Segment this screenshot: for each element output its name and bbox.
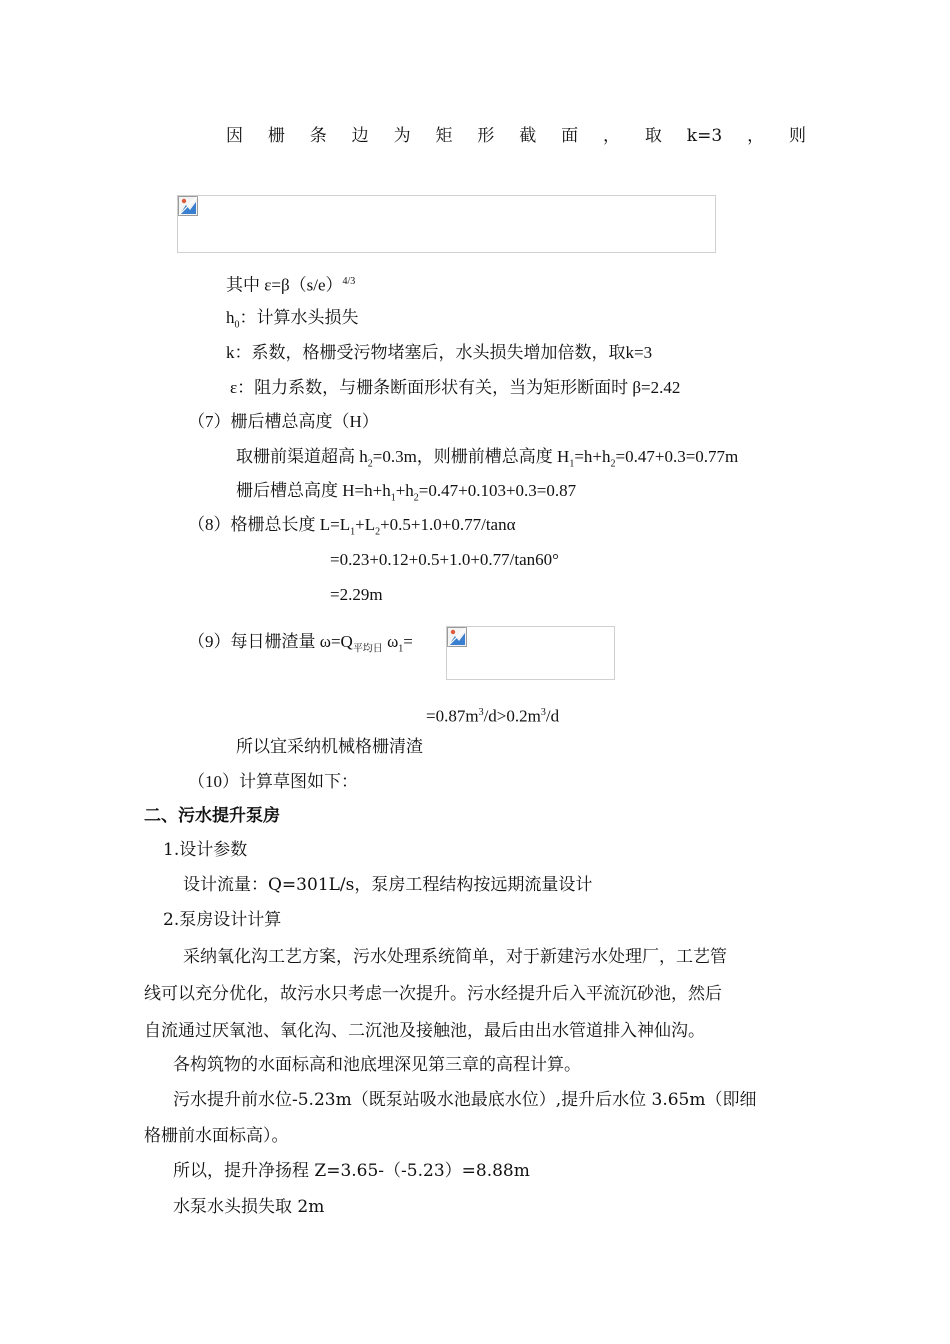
text: 其中 ε=β（s/e） — [226, 275, 343, 295]
section-9-line-2 — [426, 701, 559, 729]
design-flow-text: 设计流量：Q=301L/s，泵房工程结构按远期流量设计 — [183, 875, 593, 895]
text: ：计算水头损失 — [239, 308, 359, 327]
paragraph-line: 自流通过厌氧池、氧化沟、二沉池及接触池，最后由出水管道排入神仙沟。 — [144, 1021, 705, 1041]
char: 截 — [519, 126, 537, 146]
subscript: 0 — [234, 319, 240, 331]
subscript: 平均日 — [352, 643, 383, 655]
text: +0.5+1.0+0.77/tanα — [380, 515, 516, 534]
subscript: 2 — [375, 526, 381, 538]
char: k=3 — [686, 126, 723, 146]
text: 栅后槽总高度 H=h+h — [236, 481, 391, 500]
k-definition: k：系数，格栅受污物堵塞后，水头损失增加倍数，取k=3 — [226, 343, 653, 362]
char: ， — [747, 126, 765, 146]
paragraph-line: 污水提升前水位-5.23m（既泵站吸水池最底水位）,提升后水位 3.65m（即细 — [173, 1090, 757, 1110]
section-8-line-3: =2.29m — [330, 585, 383, 604]
char: 因 — [226, 126, 243, 146]
superscript: 3 — [478, 707, 484, 718]
subscript: 2 — [610, 458, 616, 470]
formula-image — [177, 195, 716, 253]
char: 矩 — [435, 126, 453, 146]
superscript: 3 — [540, 707, 546, 718]
char: 栅 — [267, 126, 285, 146]
text: =h+h — [574, 447, 611, 466]
subscript: 1 — [350, 526, 356, 538]
line-grille-shape — [226, 124, 806, 148]
text: +L — [355, 515, 376, 534]
epsilon-coefficient: ε：阻力系数，与栅条断面形状有关，当为矩形断面时 β=2.42 — [230, 378, 681, 397]
text: （8）格栅总长度 L=L — [188, 515, 351, 534]
char: 面 — [561, 126, 579, 146]
text: = — [403, 632, 413, 651]
char: 为 — [393, 126, 411, 146]
paragraph-line: 采纳氧化沟工艺方案，污水处理系统简单，对于新建污水处理厂，工艺管 — [183, 947, 727, 967]
section-9-line-3: 所以宜采纳机械格栅清渣 — [236, 737, 423, 756]
h0-definition — [226, 306, 359, 337]
text: /d — [545, 706, 560, 726]
text: （9）每日栅渣量 ω=Q — [188, 632, 353, 651]
section-7-line-1 — [236, 445, 738, 476]
subscript: 2 — [413, 492, 419, 504]
char: ， — [603, 126, 621, 146]
paragraph-line: 各构筑物的水面标高和池底埋深见第三章的高程计算。 — [173, 1055, 581, 1075]
paragraph-line: 所以，提升净扬程 Z=3.65-（-5.23）=8.88m — [173, 1161, 530, 1181]
text: =0.87m — [426, 706, 479, 726]
text: ω — [382, 632, 399, 651]
section-8-line-2: =0.23+0.12+0.5+1.0+0.77/tan60° — [330, 550, 559, 569]
formula-image — [446, 626, 615, 680]
char: 取 — [644, 126, 662, 146]
section-7-title: （7）栅后槽总高度（H） — [188, 412, 379, 431]
char: 条 — [309, 126, 327, 146]
char: 边 — [351, 126, 369, 146]
subsection-pump-calc: 2.泵房设计计算 — [163, 910, 282, 930]
subscript: 1 — [390, 492, 396, 504]
epsilon-definition — [226, 270, 355, 298]
subscript: 1 — [569, 458, 575, 470]
section-7-line-2 — [236, 479, 576, 510]
text: =0.47+0.3=0.77m — [615, 447, 739, 466]
paragraph-line: 格栅前水面标高）。 — [144, 1126, 289, 1146]
exponent: 4/3 — [342, 276, 356, 287]
section-8-line-1 — [188, 513, 516, 544]
text: 取栅前渠道超高 h — [236, 447, 368, 466]
char: 形 — [477, 126, 495, 146]
broken-image-icon — [178, 196, 198, 216]
text: h — [226, 308, 235, 327]
subsection-design-params: 1.设计参数 — [163, 840, 248, 860]
section-heading: 二、污水提升泵房 — [144, 806, 280, 826]
subscript: 1 — [398, 643, 404, 655]
char: 则 — [788, 126, 806, 146]
subscript: 2 — [367, 458, 373, 470]
section-10: （10）计算草图如下： — [188, 772, 358, 791]
text: =0.47+0.103+0.3=0.87 — [418, 481, 577, 500]
section-9-line-1 — [188, 630, 413, 661]
text: /d>0.2m — [483, 706, 541, 726]
paragraph-line: 水泵水头损失取 2m — [173, 1197, 325, 1217]
paragraph-line: 线可以充分优化，故污水只考虑一次提升。污水经提升后入平流沉砂池，然后 — [144, 984, 722, 1004]
broken-image-icon — [447, 627, 467, 647]
text: +h — [395, 481, 414, 500]
text: =0.3m，则栅前槽总高度 H — [372, 447, 570, 466]
